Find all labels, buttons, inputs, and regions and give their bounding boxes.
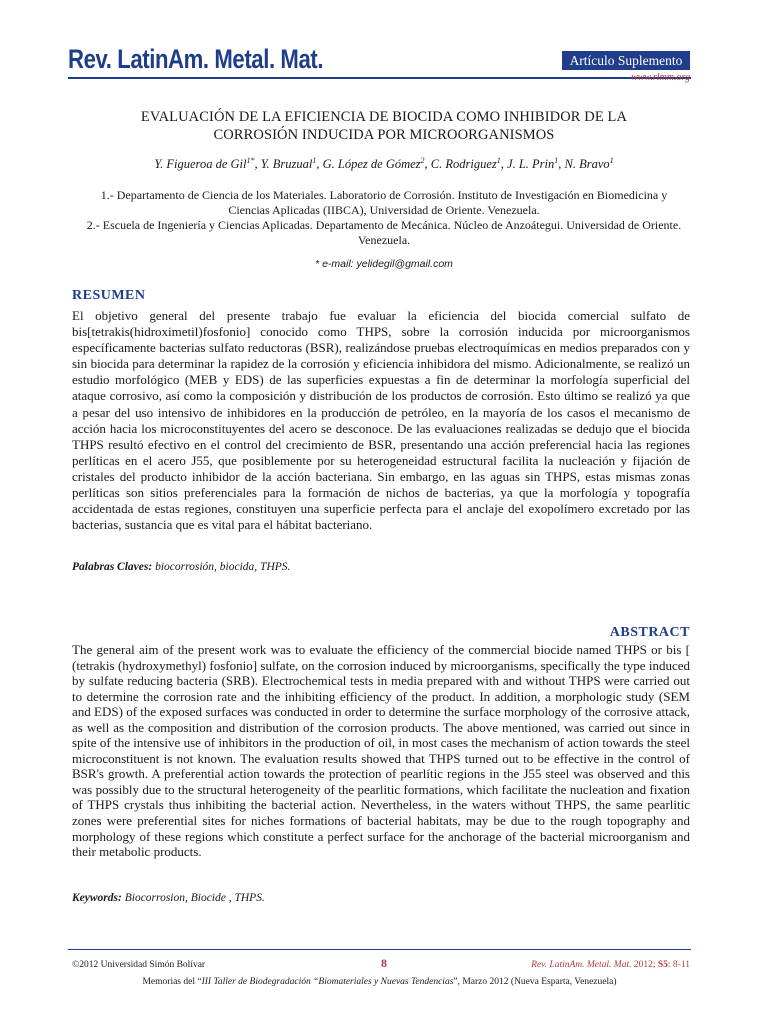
conference-event: III Taller de Biodegradación “Biomateriales y Nuevas Tendencias xyxy=(201,977,454,987)
citation-pages: : 8-11 xyxy=(667,960,690,970)
keywords-label: Keywords: xyxy=(72,892,122,904)
author-affiliation-mark: 1 xyxy=(496,156,501,165)
supplement-badge: Artículo Suplemento xyxy=(562,51,690,70)
conference-note xyxy=(68,977,691,987)
journal-title: Rev. LatinAm. Metal. Mat. xyxy=(68,44,324,74)
contact-email[interactable]: * e-mail: yelidegil@gmail.com xyxy=(315,258,453,270)
author-name: Y. Figueroa de Gil xyxy=(154,157,247,172)
paper-title-line: CORROSIÓN INDUCIDA POR MICROORGANISMOS xyxy=(213,127,555,143)
paper-title-line: EVALUACIÓN DE LA EFICIENCIA DE BIOCIDA COMO INHIBIDOR DE LA xyxy=(140,109,628,125)
author-affiliation-mark: 1* xyxy=(246,156,255,165)
author-name: G. López de Gómez xyxy=(322,157,421,172)
paper-title xyxy=(80,108,688,144)
abstract-heading: ABSTRACT xyxy=(609,625,690,640)
journal-website[interactable]: www.rlmm.org xyxy=(631,72,690,83)
author-affiliation-mark: 1 xyxy=(554,156,559,165)
citation-year: 2012; xyxy=(631,960,658,970)
conference-prefix: Memorias del “ xyxy=(142,977,202,987)
copyright: ©2012 Universidad Simón Bolívar xyxy=(72,960,206,970)
affiliation: 2.- Escuela de Ingeniería y Ciencias Aplicadas. Departamento de Mecánica. Núcleo de Anzoátegui. Universidad de Oriente. Venezuela. xyxy=(86,218,682,247)
conference-suffix: ”, Marzo 2012 (Nueva Esparta, Venezuela) xyxy=(453,977,617,987)
keywords-value: biocorrosión, biocida, THPS. xyxy=(155,561,291,573)
author-name: N. Bravo xyxy=(564,157,610,172)
keywords-label: Palabras Claves: xyxy=(72,561,153,573)
resumen-text: El objetivo general del presente trabajo fue evaluar la eficiencia del biocida comercial sulfato de bis[tetrakis(hidroximetil)fosfonio] conocido como THPS, sobre la corrosión inducida por microorganismos específicamente bacterias sulfato reductoras (BSR), realizándose pruebas electroquímicas en medios preparados con y sin biocida para determinar la rapidez de la corrosión y eficiencia inhibidora del mismo. Adicionalmente, se realizó un estudio morfológico (MEB y EDS) de las superficies expuestas a fin de determinar la morfología superficial del ataque corrosivo, así como la composición y distribución de los productos de corrosión. Esto último se realizó ya que a pesar del uso intensivo de inhibidores en la producción de petróleo, en la mayoría de los casos el mecanismo de acción hacia los microconstituyentes del acero se desconoce. De las evaluaciones realizadas se dedujo que el biocida THPS resultó efectivo en el control del crecimiento de BSR, presentando una acción preferencial hacia las regiones perlíticas en el acero J55, que posiblemente por su heterogeneidad estructural facilita la nucleación y fijación de cristales del producto inhibidor de la acción bacteriana. Sin embargo, en las aguas sin THPS, estas mismas zonas perlíticas son sitios preferenciales para la formación de nichos de bacterias, ya que la morfología y topografía accidentada de estas regiones, constituyen una superficie perfecta para el anclaje del exopolímero excretado por las bacterias, sustancia que es vital para el hábitat bacteriano. xyxy=(72,308,690,533)
author-affiliation-mark: 1 xyxy=(609,156,614,165)
affiliation: 1.- Departamento de Ciencia de los Materiales. Laboratorio de Corrosión. Instituto de Investigación en Biomedicina y Ciencias Aplicadas (IIBCA), Universidad de Oriente. Venezuela. xyxy=(100,188,668,217)
keywords-value: Biocorrosion, Biocide , THPS. xyxy=(124,892,265,904)
abstract-text: The general aim of the present work was to evaluate the efficiency of the commercial biocide named THPS or bis [ (tetrakis (hydroxymethyl) fosfonio] sulfate, on the corrosion induced by microorganisms, specifically the type induced by sulfate reducing bacteria (SRB). Electrochemical tests in media prepared with and without THPS were carried out to determine the corrosion rate and the inhibiting efficiency of the product. In addition, a morphologic study (SEM and EDS) of the exposed surfaces was conducted in order to determine the surface morphology of the corrosive attack, as well as the composition and distribution of the corrosion products. The above mentioned, was carried out since in spite of the intensive use of inhibitors in the production of oil, in most cases the mechanism of action towards the steel microconstituent is not known. The evaluation results showed that THPS turned out to be effective in the control of BSR's growth. A preferential action towards the protection of pearlític regions in the J55 steel was observed and this was possibly due to the structural heterogeneity of the pearlitic formations, which facilitate the nucleation and fixation of THPS crystals thus inhibiting the bacterial action. Nevertheless, in the waters without THPS, the same pearlitic zones were preferential sites for niches formations of bacterial habitats, may be due to the rough topography and morphology of these regions which constitute a perfect surface for the anchorage of the bacterial microorganism and their metabolic products. xyxy=(72,642,690,860)
citation xyxy=(420,960,690,970)
affiliations xyxy=(82,188,686,248)
palabras-claves xyxy=(72,561,290,573)
author-name: Y. Bruzual xyxy=(260,157,313,172)
author-affiliation-mark: 1 xyxy=(312,156,317,165)
resumen-heading: RESUMEN xyxy=(72,288,146,303)
author-list: Y. Figueroa de Gil$^{1*}$, Y. Bruzual$^1$, G. López de Gómez$^2$, C. Rodriguez$^1$, J. L. Prin$^1$, N. Bravo$^1$ xyxy=(154,156,614,172)
keywords xyxy=(72,892,265,904)
page-number: 8 xyxy=(381,956,387,970)
citation-volume: S5 xyxy=(657,960,668,970)
footer-rule xyxy=(68,949,691,950)
author-name: J. L. Prin xyxy=(507,157,555,172)
citation-journal: Rev. LatinAm. Metal. Mat. xyxy=(531,960,632,970)
author-name: C. Rodriguez xyxy=(430,157,497,172)
author-affiliation-mark: 2 xyxy=(420,156,425,165)
